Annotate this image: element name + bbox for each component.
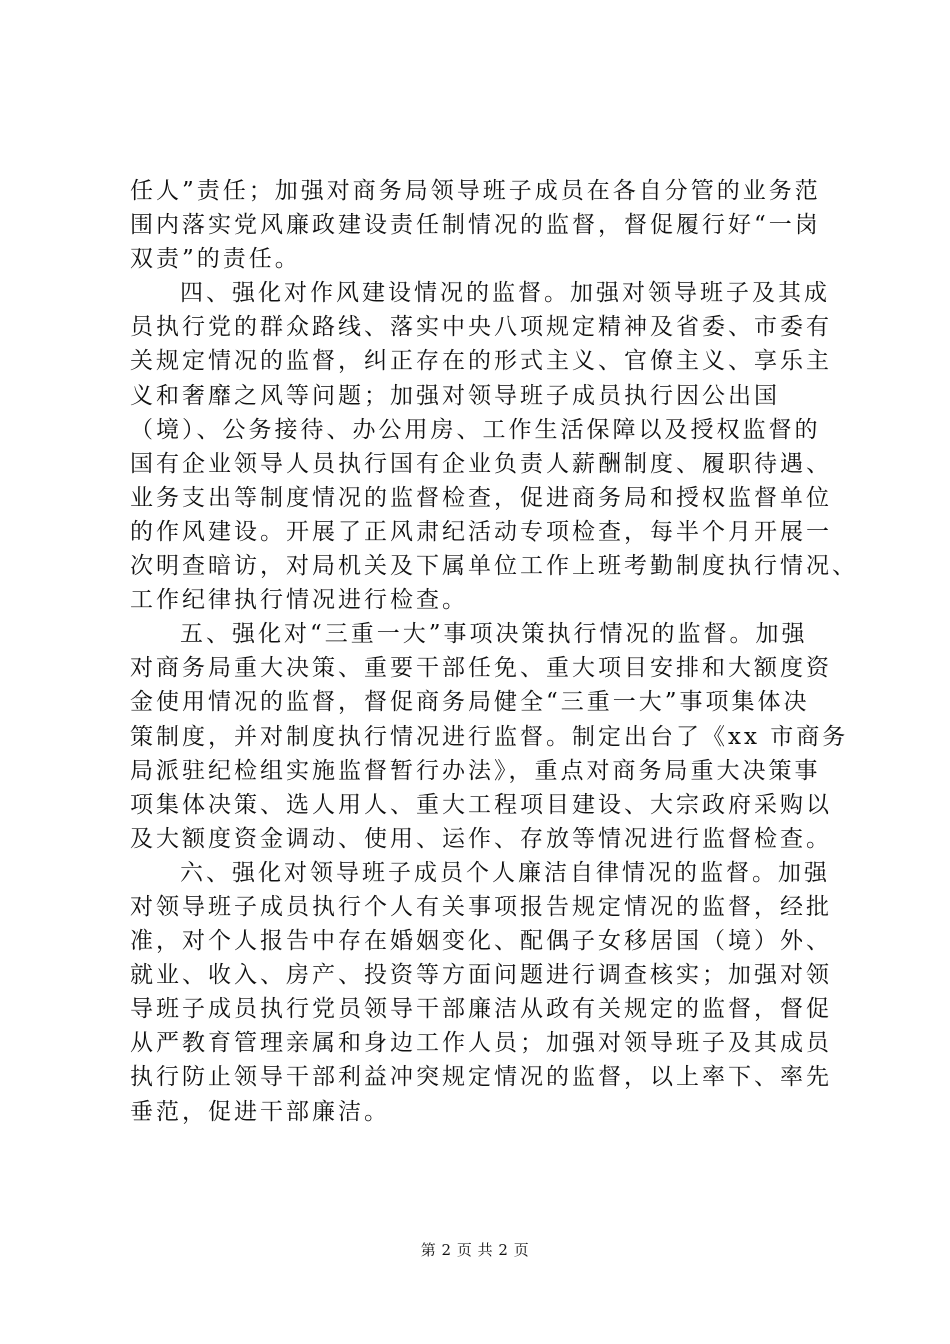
text-line: 准，对个人报告中存在婚姻变化、配偶子女移居国（境）外、 <box>130 928 832 955</box>
text-line: 执行防止领导干部利益冲突规定情况的监督，以上率下、率先 <box>130 1064 832 1091</box>
text-line: 金使用情况的监督，督促商务局健全“三重一大”事项集体决 <box>130 689 810 716</box>
text-line: 的作风建设。开展了正风肃纪活动专项检查，每半个月开展一 <box>130 518 832 545</box>
text-line: 项集体决策、选人用人、重大工程项目建设、大宗政府采购以 <box>130 791 832 818</box>
text-line: 对商务局重大决策、重要干部任免、重大项目安排和大额度资 <box>130 655 832 682</box>
text-line: 业务支出等制度情况的监督检查，促进商务局和授权监督单位 <box>130 484 832 511</box>
text-line: 导班子成员执行党员领导干部廉洁从政有关规定的监督，督促 <box>130 996 832 1023</box>
text-line: 国有企业领导人员执行国有企业负责人薪酬制度、履职待遇、 <box>130 450 832 477</box>
text-line: 义和奢靡之风等问题；加强对领导班子成员执行因公出国 <box>130 382 780 409</box>
text-line: 五、强化对“三重一大”事项决策执行情况的监督。加强 <box>180 621 808 648</box>
text-line: 从严教育管理亲属和身边工作人员；加强对领导班子及其成员 <box>130 1030 832 1057</box>
body-text <box>130 174 858 1129</box>
text-line: 次明查暗访，对局机关及下属单位工作上班考勤制度执行情况、 <box>130 553 858 580</box>
text-line: 六、强化对领导班子成员个人廉洁自律情况的监督。加强 <box>180 859 830 886</box>
text-line: 工作纪律执行情况进行检查。 <box>130 587 468 614</box>
text-line: 对领导班子成员执行个人有关事项报告规定情况的监督，经批 <box>130 893 832 920</box>
text-line: （境）、公务接待、办公用房、工作生活保障以及授权监督的 <box>130 416 821 443</box>
text-line: 就业、收入、房产、投资等方面问题进行调查核实；加强对领 <box>130 962 832 989</box>
text-line: 围内落实党风廉政建设责任制情况的监督，督促履行好“一岗 <box>130 212 821 239</box>
text-line: 双责”的责任。 <box>130 246 301 273</box>
text-line: 及大额度资金调动、使用、运作、存放等情况进行监督检查。 <box>130 825 832 852</box>
page-footer: 第 2 页 共 2 页 <box>420 1241 530 1259</box>
text-line: 关规定情况的监督，纠正存在的形式主义、官僚主义、享乐主 <box>130 348 832 375</box>
text-line: 局派驻纪检组实施监督暂行办法》，重点对商务局重大决策事 <box>130 757 821 784</box>
text-line: 策制度，并对制度执行情况进行监督。制定出台了《xx 市商务 <box>130 723 849 750</box>
text-line: 垂范，促进干部廉洁。 <box>130 1098 390 1125</box>
text-line: 四、强化对作风建设情况的监督。加强对领导班子及其成 <box>180 280 830 307</box>
text-line: 任人”责任；加强对商务局领导班子成员在各自分管的业务范 <box>130 178 821 204</box>
text-line: 员执行党的群众路线、落实中央八项规定精神及省委、市委有 <box>130 314 832 341</box>
